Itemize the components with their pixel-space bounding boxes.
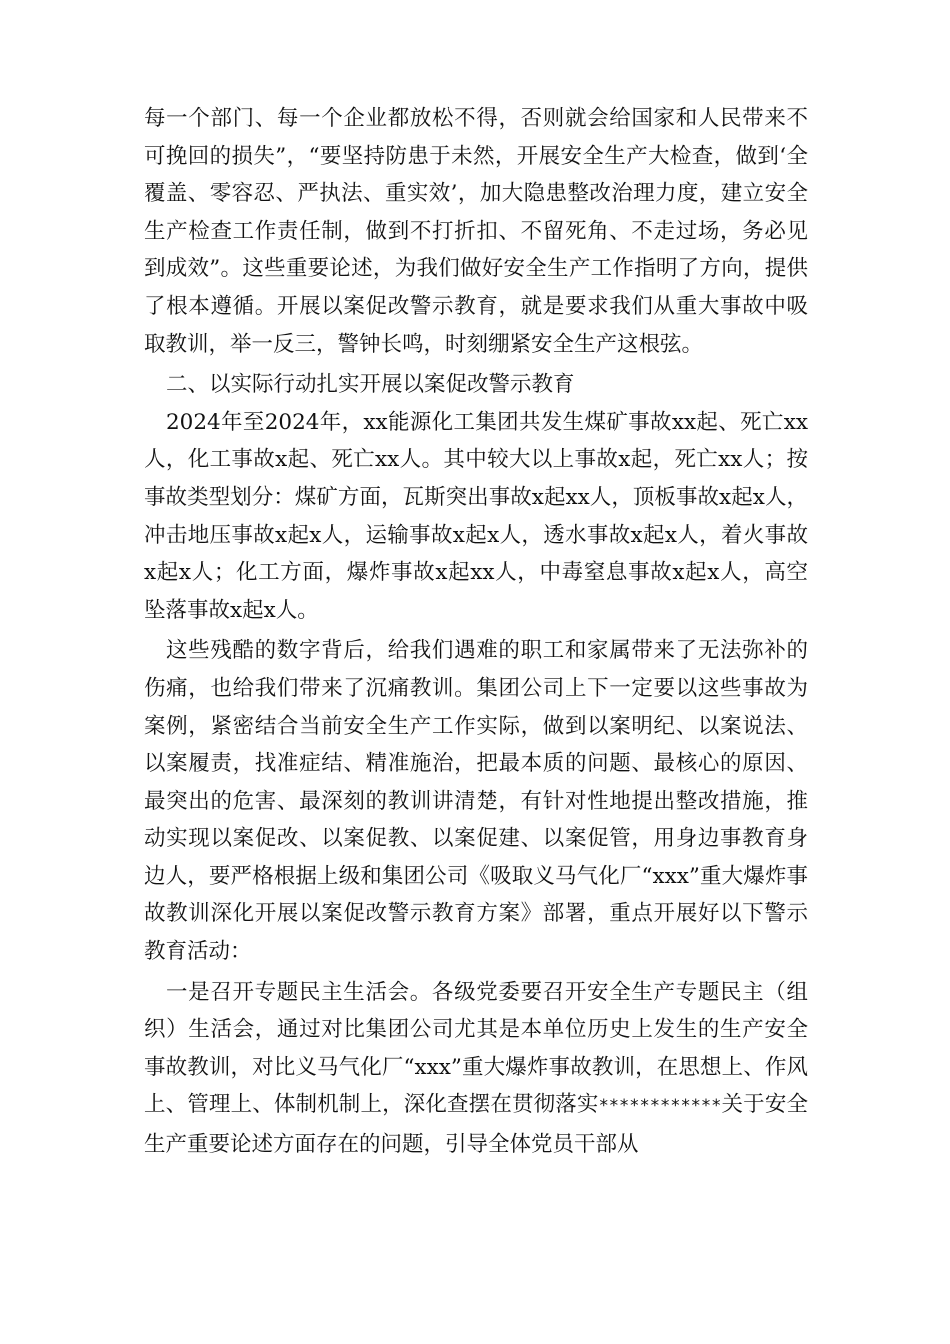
paragraph-meeting-text-end: 关于安全生产重要论述方面存在的问题，引导全体党员干部从 — [144, 1092, 808, 1158]
paragraph-continued: 每一个部门、每一个企业都放松不得，否则就会给国家和人民带来不可挽回的损失”，“要坚持防患于未然，开展安全生产大检查，做到‘全覆盖、零容忍、严执法、重实效’，加大隐患整改治理力度，建立安全生产检查工作责任制，做到不打折扣、不留死角、不走过场，务必见到成效”。这些重要论述，为我们做好安全生产工作指明了方向，提供了根本遵循。开展以案促改警示教育，就是要求我们从重大事故中吸取教训，举一反三，警钟长鸣，时刻绷紧安全生产这根弦。 — [144, 106, 808, 357]
document-body — [144, 100, 808, 1164]
section-heading: 二、以实际行动扎实开展以案促改警示教育 — [166, 372, 575, 398]
paragraph-lessons: 这些残酷的数字背后，给我们遇难的职工和家属带来了无法弥补的伤痛，也给我们带来了沉痛教训。集团公司上下一定要以这些事故为案例，紧密结合当前安全生产工作实际，做到以案明纪、以案说法、以案履责，找准症结、精准施治，把最本质的问题、最核心的原因、最突出的危害、最深刻的教训讲清楚，有针对性地提出整改措施，推动实现以案促改、以案促教、以案促建、以案促管，用身边事教育身边人，要严格根据上级和集团公司《吸取义马气化厂“xxx”重大爆炸事故教训深化开展以案促改警示教育方案》部署，重点开展好以下警示教育活动： — [144, 638, 808, 965]
paragraph-meeting-text: 一是召开专题民主生活会。各级党委要召开安全生产专题民主（组织）生活会，通过对比集团公司尤其是本单位历史上发生的生产安全事故教训，对比义马气化厂“xxx”重大爆炸事故教训，在思想上、作风上、管理上、体制机制上，深化查摆在贯彻落实 — [144, 979, 808, 1118]
paragraph-meeting — [144, 974, 808, 1164]
redacted-asterisks: ************ — [598, 1096, 722, 1117]
paragraph-accident-statistics: 2024年至2024年，xx能源化工集团共发生煤矿事故xx起、死亡xx人，化工事故x起、死亡xx人。其中较大以上事故x起，死亡xx人；按事故类型划分：煤矿方面，瓦斯突出事故x起xx人，顶板事故x起x人，冲击地压事故x起x人，运输事故x起x人，透水事故x起x人，着火事故x起x人；化工方面，爆炸事故x起xx人，中毒窒息事故x起x人，高空坠落事故x起x人。 — [144, 409, 808, 623]
